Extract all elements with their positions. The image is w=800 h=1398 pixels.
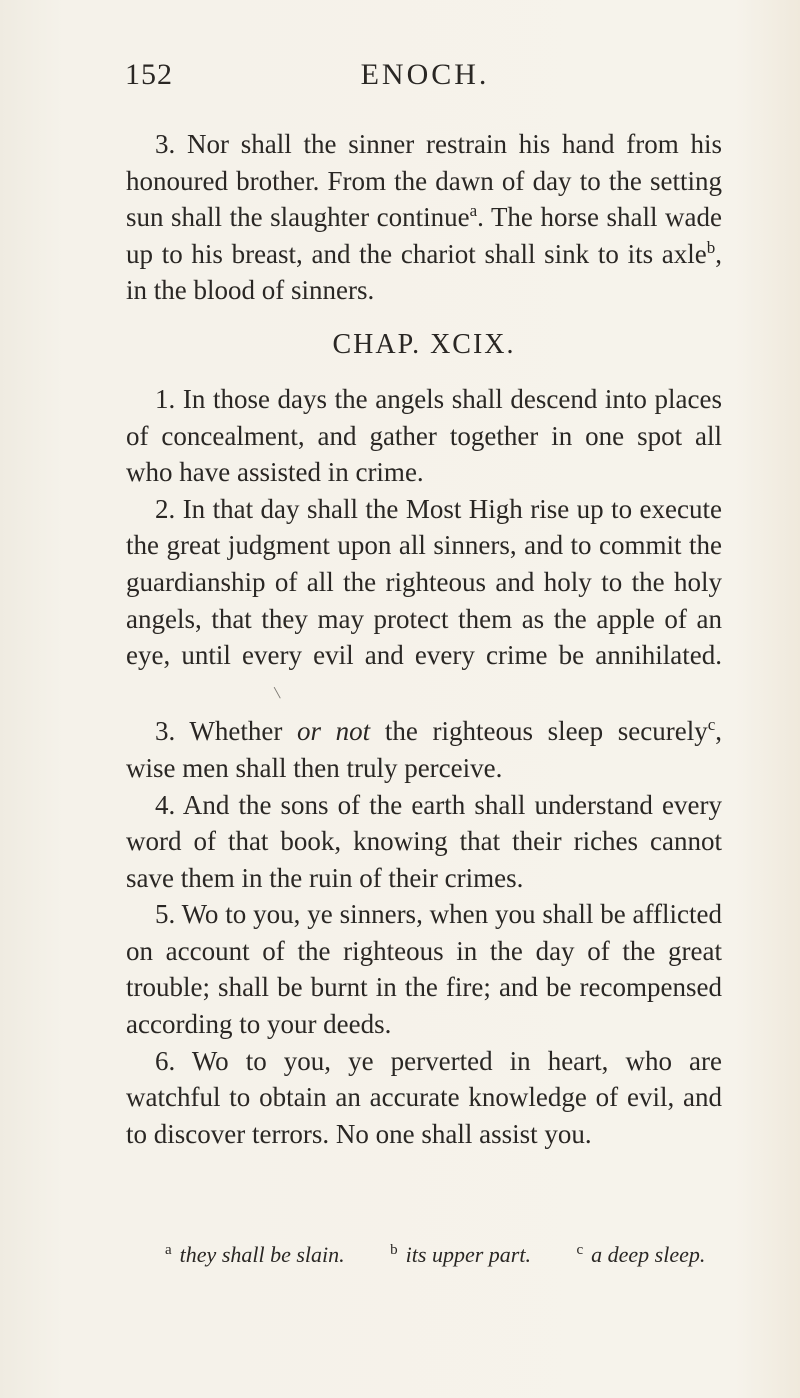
verse-text: the righteous sleep securely bbox=[370, 716, 708, 747]
footnote-text: a deep sleep. bbox=[591, 1242, 706, 1267]
italic-phrase: or not bbox=[297, 716, 371, 747]
verse-text: 3. Whether bbox=[155, 716, 298, 747]
running-title: ENOCH. bbox=[360, 58, 490, 91]
footnote-mark: b bbox=[390, 1242, 398, 1258]
chapter-heading: CHAP. XCIX. bbox=[332, 328, 516, 360]
footnote-ref-a: a bbox=[469, 201, 478, 221]
page-number: 152 bbox=[125, 58, 173, 91]
verse-text: , wise men shall then truly perceive. bbox=[126, 716, 722, 783]
verse-3-continuation bbox=[126, 126, 722, 309]
verse-3 bbox=[126, 713, 722, 786]
verse-text: , in the blood of sinners. bbox=[126, 238, 722, 306]
footnote-ref-b: b bbox=[706, 237, 716, 257]
verse-text: . The horse shall wade up to his breast, and the chariot shall sink to its axle bbox=[126, 202, 722, 269]
footnote-a bbox=[165, 1242, 345, 1268]
running-head bbox=[115, 58, 715, 98]
stray-ink-mark: \ bbox=[273, 681, 282, 703]
verse-5: 5. Wo to you, ye sinners, when you shall be afflicted on account of the righteous in the day of the great trouble; shall be burnt in the fire; and be recompensed according to your deeds. bbox=[126, 899, 722, 1040]
verse-6: 6. Wo to you, ye perverted in heart, who are watchful to obtain an accurate knowledge of evil, and to discover terrors. No one shall assist you. bbox=[126, 1045, 722, 1149]
footnote-ref-c: c bbox=[707, 715, 716, 735]
verse-text: 2. In that day shall the Most High rise up to execute the great judgment upon all sinners, and to commit the guardianship of all the righteous and holy to the holy angels, that they may protect them as the apple of an eye, until every evil and every crime be annihilated. bbox=[126, 493, 722, 671]
footnote-text: they shall be slain. bbox=[179, 1242, 345, 1267]
verse-2 bbox=[126, 491, 722, 714]
verse-4: 4. And the sons of the earth shall understand every word of that book, knowing that their riches cannot save them in the ruin of their crimes. bbox=[126, 789, 722, 893]
verse-text: 3. Nor shall the sinner restrain his hand from his honoured brother. From the dawn of day to the setting sun shall the slaughter continue bbox=[126, 129, 722, 233]
footnote-mark: c bbox=[576, 1242, 584, 1258]
footnote-text: its upper part. bbox=[405, 1242, 531, 1267]
footnote-mark: a bbox=[165, 1242, 172, 1258]
body-text bbox=[126, 126, 722, 1152]
footnote-b bbox=[390, 1242, 531, 1268]
verse-1: 1. In those days the angels shall descend into places of concealment, and gather together in one spot all who have assisted in crime. bbox=[126, 383, 722, 488]
footnotes bbox=[165, 1242, 765, 1268]
footnote-c bbox=[576, 1242, 705, 1268]
